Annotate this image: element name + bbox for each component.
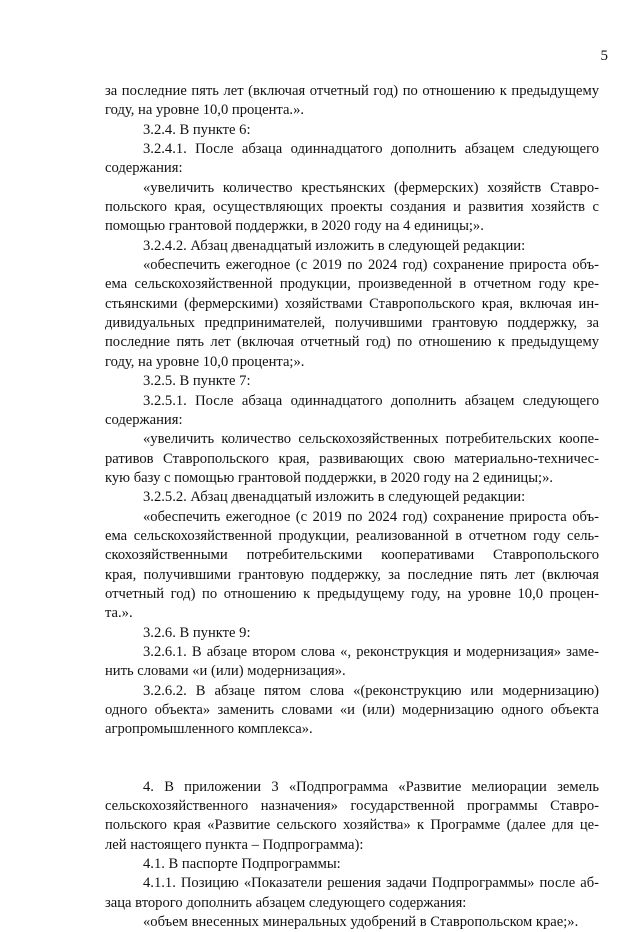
text-line: агропромышленного комплекса».: [105, 721, 313, 738]
text-line: «обеспечить ежегодное (с 2019 по 2024 год) сохранение прироста объ-: [143, 508, 599, 525]
paragraph: [105, 682, 599, 740]
text-line: 4.1.1. Позицию «Показатели решения задачи Подпрограммы» после аб-: [143, 875, 599, 892]
paragraph: [105, 237, 599, 256]
text-line: одного объекта» заменить словами «и (или) модернизацию одного объекта: [105, 702, 599, 718]
paragraph: [105, 508, 599, 624]
text-line: та.».: [105, 605, 133, 622]
text-line: нить словами «и (или) модернизация».: [105, 663, 346, 680]
text-line: ема сельскохозяйственной продукции, реализованной в отчетном году сель-: [105, 527, 599, 544]
text-line: 4.1. В паспорте Подпрограммы:: [143, 856, 341, 873]
text-line: польского края, осуществляющих проекты создания и развития хозяйств с: [105, 199, 599, 216]
paragraph: [105, 256, 599, 372]
text-line: «увеличить количество крестьянских (фермерских) хозяйств Ставро-: [143, 179, 599, 196]
text-line: ема сельскохозяйственной продукции, произведенной в отчетном году кре-: [105, 276, 599, 293]
text-line: «объем внесенных минеральных удобрений в Ставропольском крае;».: [143, 914, 579, 931]
text-line: 3.2.5.2. Абзац двенадцатый изложить в следующей редакции:: [143, 489, 526, 506]
text-line: содержания:: [105, 160, 183, 177]
page-number: 5: [600, 48, 608, 64]
text-line: 3.2.5.1. После абзаца одиннадцатого дополнить абзацем следующего: [143, 392, 599, 409]
text-line: края, получившими грантовую поддержку, за последние пять лет (включая: [105, 566, 599, 583]
text-line: ративов Ставропольского края, развивающих свою материально-техничес-: [105, 450, 599, 467]
paragraph-gap: [105, 740, 599, 778]
text-line: скохозяйственными потребительскими кооперативами Ставропольского: [105, 547, 599, 564]
paragraph: [105, 179, 599, 237]
text-line: последние пять лет (включая отчетный год) по отношению к предыдущему: [105, 334, 599, 351]
text-line: помощью грантовой поддержки, в 2020 году на 4 единицы;».: [105, 218, 484, 235]
text-line: сельскохозяйственного назначения» государственной программы Ставро-: [105, 798, 599, 815]
paragraph: [105, 488, 599, 507]
paragraph: [105, 372, 599, 391]
text-line: кую базу с помощью грантовой поддержки, в 2020 году на 2 единицы;».: [105, 469, 554, 486]
paragraph: [105, 624, 599, 643]
text-line: «увеличить количество сельскохозяйственных потребительских коопе-: [143, 431, 599, 448]
text-line: 3.2.4. В пункте 6:: [143, 121, 251, 138]
paragraph: [105, 430, 599, 488]
text-line: году, на уровне 10,0 процента.».: [105, 102, 305, 119]
text-line: 3.2.4.2. Абзац двенадцатый изложить в следующей редакции:: [143, 237, 526, 254]
document-body: [105, 82, 599, 932]
paragraph: [105, 643, 599, 682]
text-line: 4. В приложении 3 «Подпрограмма «Развитие мелиорации земель: [143, 778, 599, 795]
text-line: за последние пять лет (включая отчетный год) по отношению к предыдущему: [105, 83, 599, 99]
paragraph: [105, 778, 599, 855]
paragraph: [105, 874, 599, 913]
text-line: 3.2.6.1. В абзаце втором слова «, реконструкция и модернизация» заме-: [143, 643, 599, 660]
text-line: «обеспечить ежегодное (с 2019 по 2024 год) сохранение прироста объ-: [143, 257, 599, 274]
text-line: отчетный год) по отношению к предыдущему году, на уровне 10,0 процен-: [105, 585, 599, 602]
text-line: 3.2.6. В пункте 9:: [143, 624, 251, 641]
text-line: лей настоящего пункта – Подпрограмма):: [105, 836, 364, 853]
text-line: дивидуальных предпринимателей, получившими грантовую поддержку, за: [105, 315, 599, 332]
paragraph: [105, 913, 599, 932]
text-line: 3.2.4.1. После абзаца одиннадцатого дополнить абзацем следующего: [143, 141, 599, 158]
paragraph: [105, 82, 599, 121]
paragraph: [105, 855, 599, 874]
text-line: году, на уровне 10,0 процента;».: [105, 353, 305, 370]
paragraph: [105, 392, 599, 431]
text-line: 3.2.6.2. В абзаце пятом слова «(реконструкцию или модернизацию): [143, 682, 599, 699]
text-line: стьянскими (фермерскими) хозяйствами Ставропольского края, включая ин-: [105, 295, 599, 312]
text-line: 3.2.5. В пункте 7:: [143, 373, 251, 390]
text-line: заца второго дополнить абзацем следующего содержания:: [105, 894, 467, 911]
paragraph: [105, 121, 599, 140]
paragraph: [105, 140, 599, 179]
text-line: содержания:: [105, 411, 183, 428]
text-line: польского края «Развитие сельского хозяйства» к Программе (далее для це-: [105, 817, 599, 834]
